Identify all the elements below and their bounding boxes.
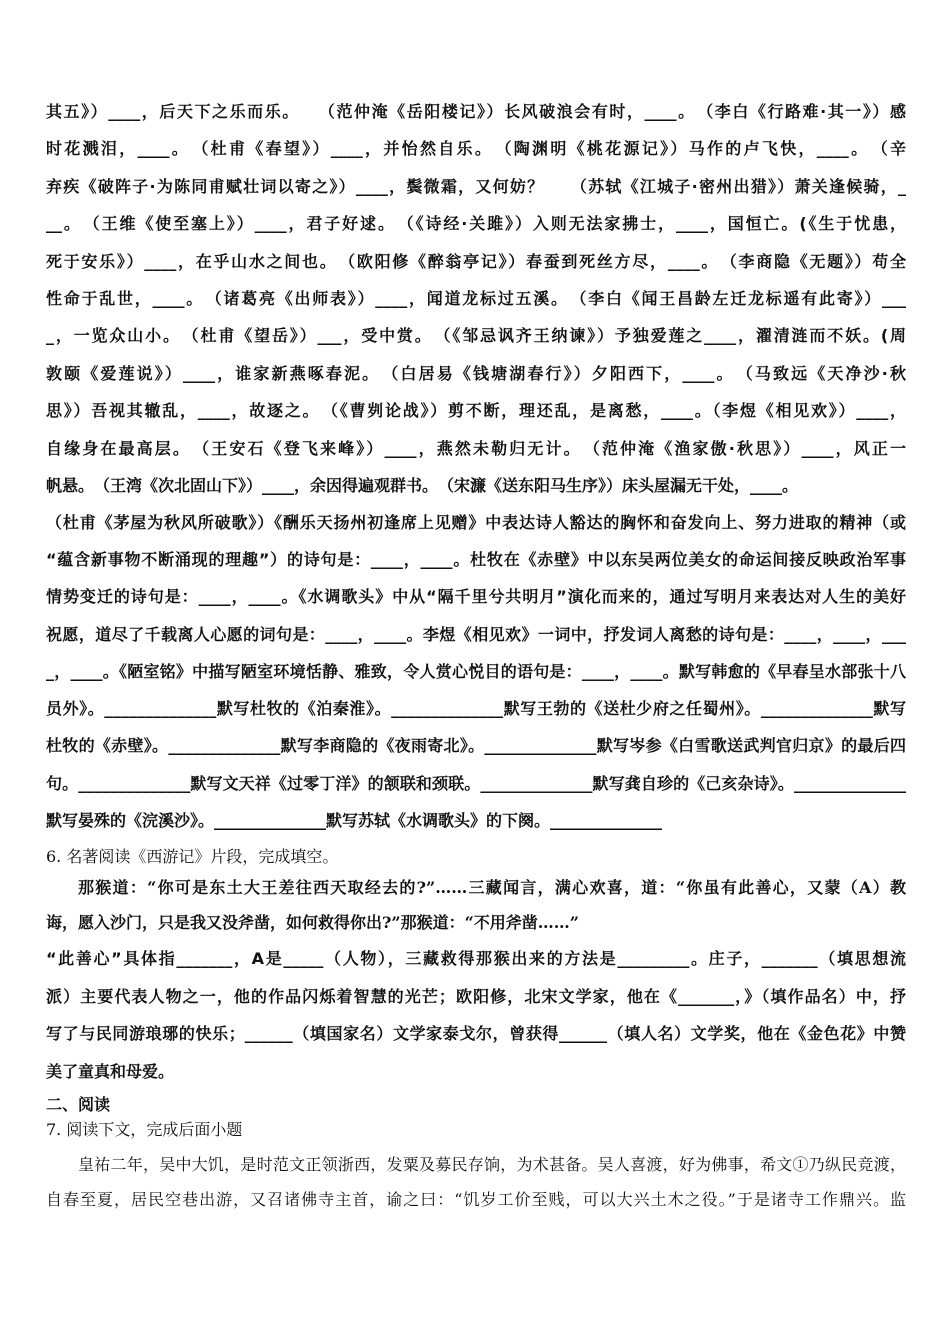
question-title: 7. 阅读下文，完成后面小题 (46, 1120, 243, 1139)
text-line: 弃疾《破阵子·为陈同甫赋壮词以寄之》）____，鬓微霜，又何妨？ （苏轼《江城子·密州出猎》）萧关逢候骑，_ (46, 177, 906, 196)
question-line: 写了与民同游琅琊的快乐；______（填国家名）文学家泰戈尔，曾获得______（填人名）文学奖，他在《金色花》中赞 (46, 1024, 906, 1043)
text-line: 自缘身在最高层。 （王安石《登飞来峰》）____，燕然未勒归无计。 （范仲淹《渔家傲·秋思》）____，风正一 (46, 439, 906, 458)
text-line: 情势变迁的诗句是：____，____。《水调歌头》中从“隔千里兮共明月”演化而来的，通过写明月来表达对人生的美好 (46, 587, 906, 606)
question-title: 6. 名著阅读《西游记》片段，完成填空。 (46, 847, 339, 866)
text-line: _，____。《陋室铭》中描写陋室环境恬静、雅致，令人赏心悦目的语句是：____，____。默写韩愈的《早春呈水部张十八 (46, 662, 906, 681)
passage-line: 诲，愿入沙门，只是我又没斧凿，如何救得你出?”那猴道：“不用斧凿……” (46, 913, 579, 932)
text-line: 帆悬。 （王湾《次北固山下》）____，余因得遍观群书。 （宋濂《送东阳马生序》）床头屋漏无干处，____。 (46, 476, 799, 495)
passage-line: 那猴道：“你可是东土大王差往西天取经去的?”……三藏闻言，满心欢喜，道：“你虽有此善心，又蒙（A）教 (78, 878, 906, 897)
question-line: 派）主要代表人物之一，他的作品闪烁着智慧的光芒；欧阳修，北宋文学家，他在《_______，》（填作品名）中，抒 (46, 987, 906, 1006)
text-line: 思》）吾视其辙乱，____，故逐之。 （《曹刿论战》）剪不断，理还乱，是离愁，____。（李煜《相见欢》）____， (46, 401, 906, 420)
text-line: 死于安乐》）____，在乎山水之间也。 （欧阳修《醉翁亭记》）春蚕到死丝方尽，____。 （李商隐《无题》）苟全 (46, 252, 906, 271)
text-line: 句。______________默写文天祥《过零丁洋》的颔联和颈联。______________默写龚自珍的《己亥杂诗》。______________ (46, 774, 906, 793)
text-line: 杜牧的《赤壁》。______________默写李商隐的《夜雨寄北》。______________默写岑参《白雪歌送武判官归京》的最后四 (46, 736, 906, 755)
text-line: 默写晏殊的《浣溪沙》。______________默写苏轼《水调歌头》的下阕。______________ (46, 811, 663, 830)
question-line: 美了童真和母爱。 (46, 1062, 175, 1081)
text-line: 敦颐《爱莲说》）____，谁家新燕啄春泥。 （白居易《钱塘湖春行》）夕阳西下，____。 （马致远《天净沙·秋 (46, 364, 906, 383)
text-line: （杜甫《茅屋为秋风所破歌》）《酬乐天扬州初逢席上见赠》中表达诗人豁达的胸怀和奋发向上、努力进取的精神（或 (46, 513, 906, 532)
text-line: __。 （王维《使至塞上》）____，君子好逑。 （《诗经·关雎》）入则无法家拂士，____，国恒亡。(《生于忧患， (46, 214, 906, 233)
text-line: _，一览众山小。 （杜甫《望岳》）___，受中赏。 （《邹忌讽齐王纳谏》）予独爱莲之____，濯清涟而不妖。(周 (46, 326, 906, 345)
passage-line: 自春至夏，居民空巷出游，又召诸佛寺主首，谕之曰：“饥岁工价至贱，可以大兴土木之役。”于是诸寺工作鼎兴。监 (46, 1190, 906, 1209)
text-line: 性命于乱世，____。 （诸葛亮《出师表》）____，闻道龙标过五溪。 （李白《闻王昌龄左迁龙标遥有此寄》）___ (46, 289, 906, 308)
section-heading: 二、阅读 (46, 1095, 111, 1114)
text-line: 员外》。______________默写杜牧的《泊秦淮》。______________默写王勃的《送杜少府之任蜀州》。______________默写 (46, 699, 906, 718)
question-line: “此善心”具体指_______，A是_____（人物），三藏救得那猴出来的方法是_________。庄子，_______（填思想流 (46, 949, 906, 968)
passage-line: 皇祐二年，吴中大饥，是时范文正领浙西，发粟及募民存饷，为术甚备。吴人喜渡，好为佛事，希文①乃纵民竞渡， (78, 1155, 906, 1174)
text-line: 祝愿，道尽了千载离人心愿的词句是：____，____。李煜《相见欢》一词中，抒发词人离愁的诗句是：____，____，___ (46, 625, 906, 644)
text-line: 时花溅泪，____。 （杜甫《春望》）____，并怡然自乐。 （陶渊明《桃花源记》）马作的卢飞快，____。 （辛 (46, 139, 906, 158)
text-line: 其五》）____，后天下之乐而乐。 （范仲淹《岳阳楼记》）长风破浪会有时，____。 （李白《行路难·其一》）感 (46, 102, 906, 121)
text-line: “蕴含新事物不断涌现的理趣”）的诗句是：____，____。杜牧在《赤壁》中以东吴两位美女的命运间接反映政治军事 (46, 550, 906, 569)
